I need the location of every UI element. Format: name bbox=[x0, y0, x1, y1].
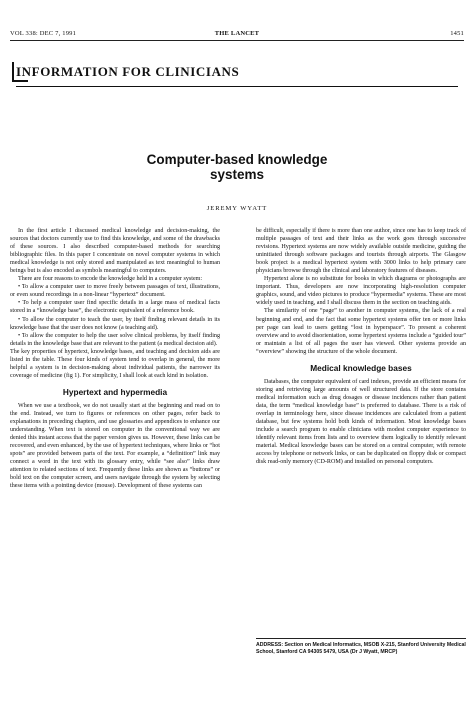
bullet-item: • To allow a computer user to move freely between passages of text, illustrations, or even sound recordings in a non-linear “hypertext” document. bbox=[10, 284, 220, 299]
section-label: INFORMATION FOR CLINICIANS bbox=[16, 64, 240, 79]
bullet-item: • To allow the computer to help the user solve clinical problems, by itself finding details in the knowledge base that are relevant to the patient (a medical decision aid). bbox=[10, 332, 220, 347]
left-column bbox=[10, 227, 220, 490]
running-head bbox=[10, 30, 464, 40]
header-rule bbox=[10, 40, 464, 41]
paragraph: When we use a textbook, we do not usually start at the beginning and read on to the end. Instead, we turn to figures or references on other pages, refer back to explanations in preceding chapters, and use glossaries and appendices to enhance our understanding. When text is stored on computer in the conventional way we are denied this instant access that the paper version gives us. However, these links can be recovered, and even enhanced, by the use of hypertext techniques, where links or “hot spots” are provided between parts of the text. For example, a “definition” link may connect a word in the text with its glossary entry, while “see also” links draw attention to related sections of text. Frequently these links are shown as “buttons” or bold text on the computer screen, and users navigate through the system by selecting these items with a pointing device (mouse). Development of these systems can bbox=[10, 402, 220, 490]
paragraph: be difficult, especially if there is more than one author, since one has to keep track of multiple passages of text and their links as the work goes through successive revisions. Hypertext systems are now widely available outside medicine, guiding the uninitiated through software packages and tourists through airports. The Glasgow book project is a medical hypertext system with 3000 links to help primary care physicians browse through the clinical and laboratory features of diseases. bbox=[256, 228, 466, 275]
section-rule bbox=[16, 86, 458, 87]
volume-date: VOL 338: DEC 7, 1991 bbox=[10, 30, 77, 37]
section-heading: Hypertext and hypermedia bbox=[62, 386, 168, 397]
article-author: JEREMY WYATT bbox=[206, 205, 268, 212]
bullet-item: • To allow the computer to teach the user, by itself finding relevant details in its knowledge base that the user does not know (a teaching aid). bbox=[10, 316, 220, 331]
title-line-1: Computer-based knowledge bbox=[146, 152, 328, 167]
paragraph: The similarity of one “page” to another in computer systems, the lack of a real beginning and end, and the fact that some hypertext systems offer ten or more links per page can lead to users getting “lost in hyperspace”. To present a coherent overview and to avoid disorientation, some hypertext systems include a “guided tour” or maintain a list of all pages the user has viewed. Other systems provide an “overview” showing the structure of the whole document. bbox=[256, 308, 466, 355]
journal-name: THE LANCET bbox=[214, 30, 260, 37]
bullet-item: • To help a computer user find specific details in a large mass of medical facts stored in a “knowledge base”, the electronic equivalent of a reference book. bbox=[10, 300, 220, 315]
author-address: ADDRESS: Section on Medical Informatics, MSOB X-215, Stanford University Medical School, Stanford CA 94305 5479, USA (Dr J Wyatt, MRCP) bbox=[256, 638, 466, 656]
right-column bbox=[256, 227, 466, 466]
paragraph: In the first article I discussed medical knowledge and decision-making, the sources that doctors currently use to find this knowledge, and some of the drawbacks of these sources. I also described computer-based methods for searching bibliographic files. In this paper I concentrate on novel computer systems in which medical knowledge is not only stored and manipulated as text meaningful to human beings but is also encoded as symbols meaningful to computers. bbox=[10, 228, 220, 275]
article-title bbox=[0, 152, 474, 182]
paragraph: There are four reasons to encode the knowledge held in a computer system: bbox=[18, 276, 203, 283]
paragraph: The key properties of hypertext, knowledge bases, and teaching and decision aids are listed in the table. These four kinds of system tend to overlap in general, the more helpful a system is in decision-making about individual patients, the narrower its coverage of medicine (fig 1). For simplicity, I shall look at each kind in isolation. bbox=[10, 348, 220, 379]
paragraph: Databases, the computer equivalent of card indexes, provide an efficient means for storing and retrieving large amounts of well structured data. If the store contains medical information such as drug dosages or disease incidences rather than patient data, the term “medical knowledge base” is preferred to database. There is a risk of overlap in terminology here, since disease incidences are calculated from a patient database, but few systems hold both kinds of information. Most knowledge bases include a search program to enable clinicians with modest computer experience to identify relevant items from lists and to overview them logically to identify relevant material. Medical knowledge bases can be stored on a central computer, with remote access by telephone or network links, or can be duplicated on floppy disk or compact disk read-only memory (CD-ROM) and installed on personal computers. bbox=[256, 378, 466, 466]
title-line-2: systems bbox=[209, 167, 265, 182]
paragraph: Hypertext alone is no substitute for books in which diagrams or photographs are important. Thus, developers are now incorporating high-resolution computer graphics, sound, and video pictures to produce “hypermedia” systems. These are most widely used in teaching, and I shall discuss them in the section on teaching aids. bbox=[256, 276, 466, 307]
page-number: 1451 bbox=[450, 30, 464, 37]
section-heading: Medical knowledge bases bbox=[310, 362, 412, 373]
